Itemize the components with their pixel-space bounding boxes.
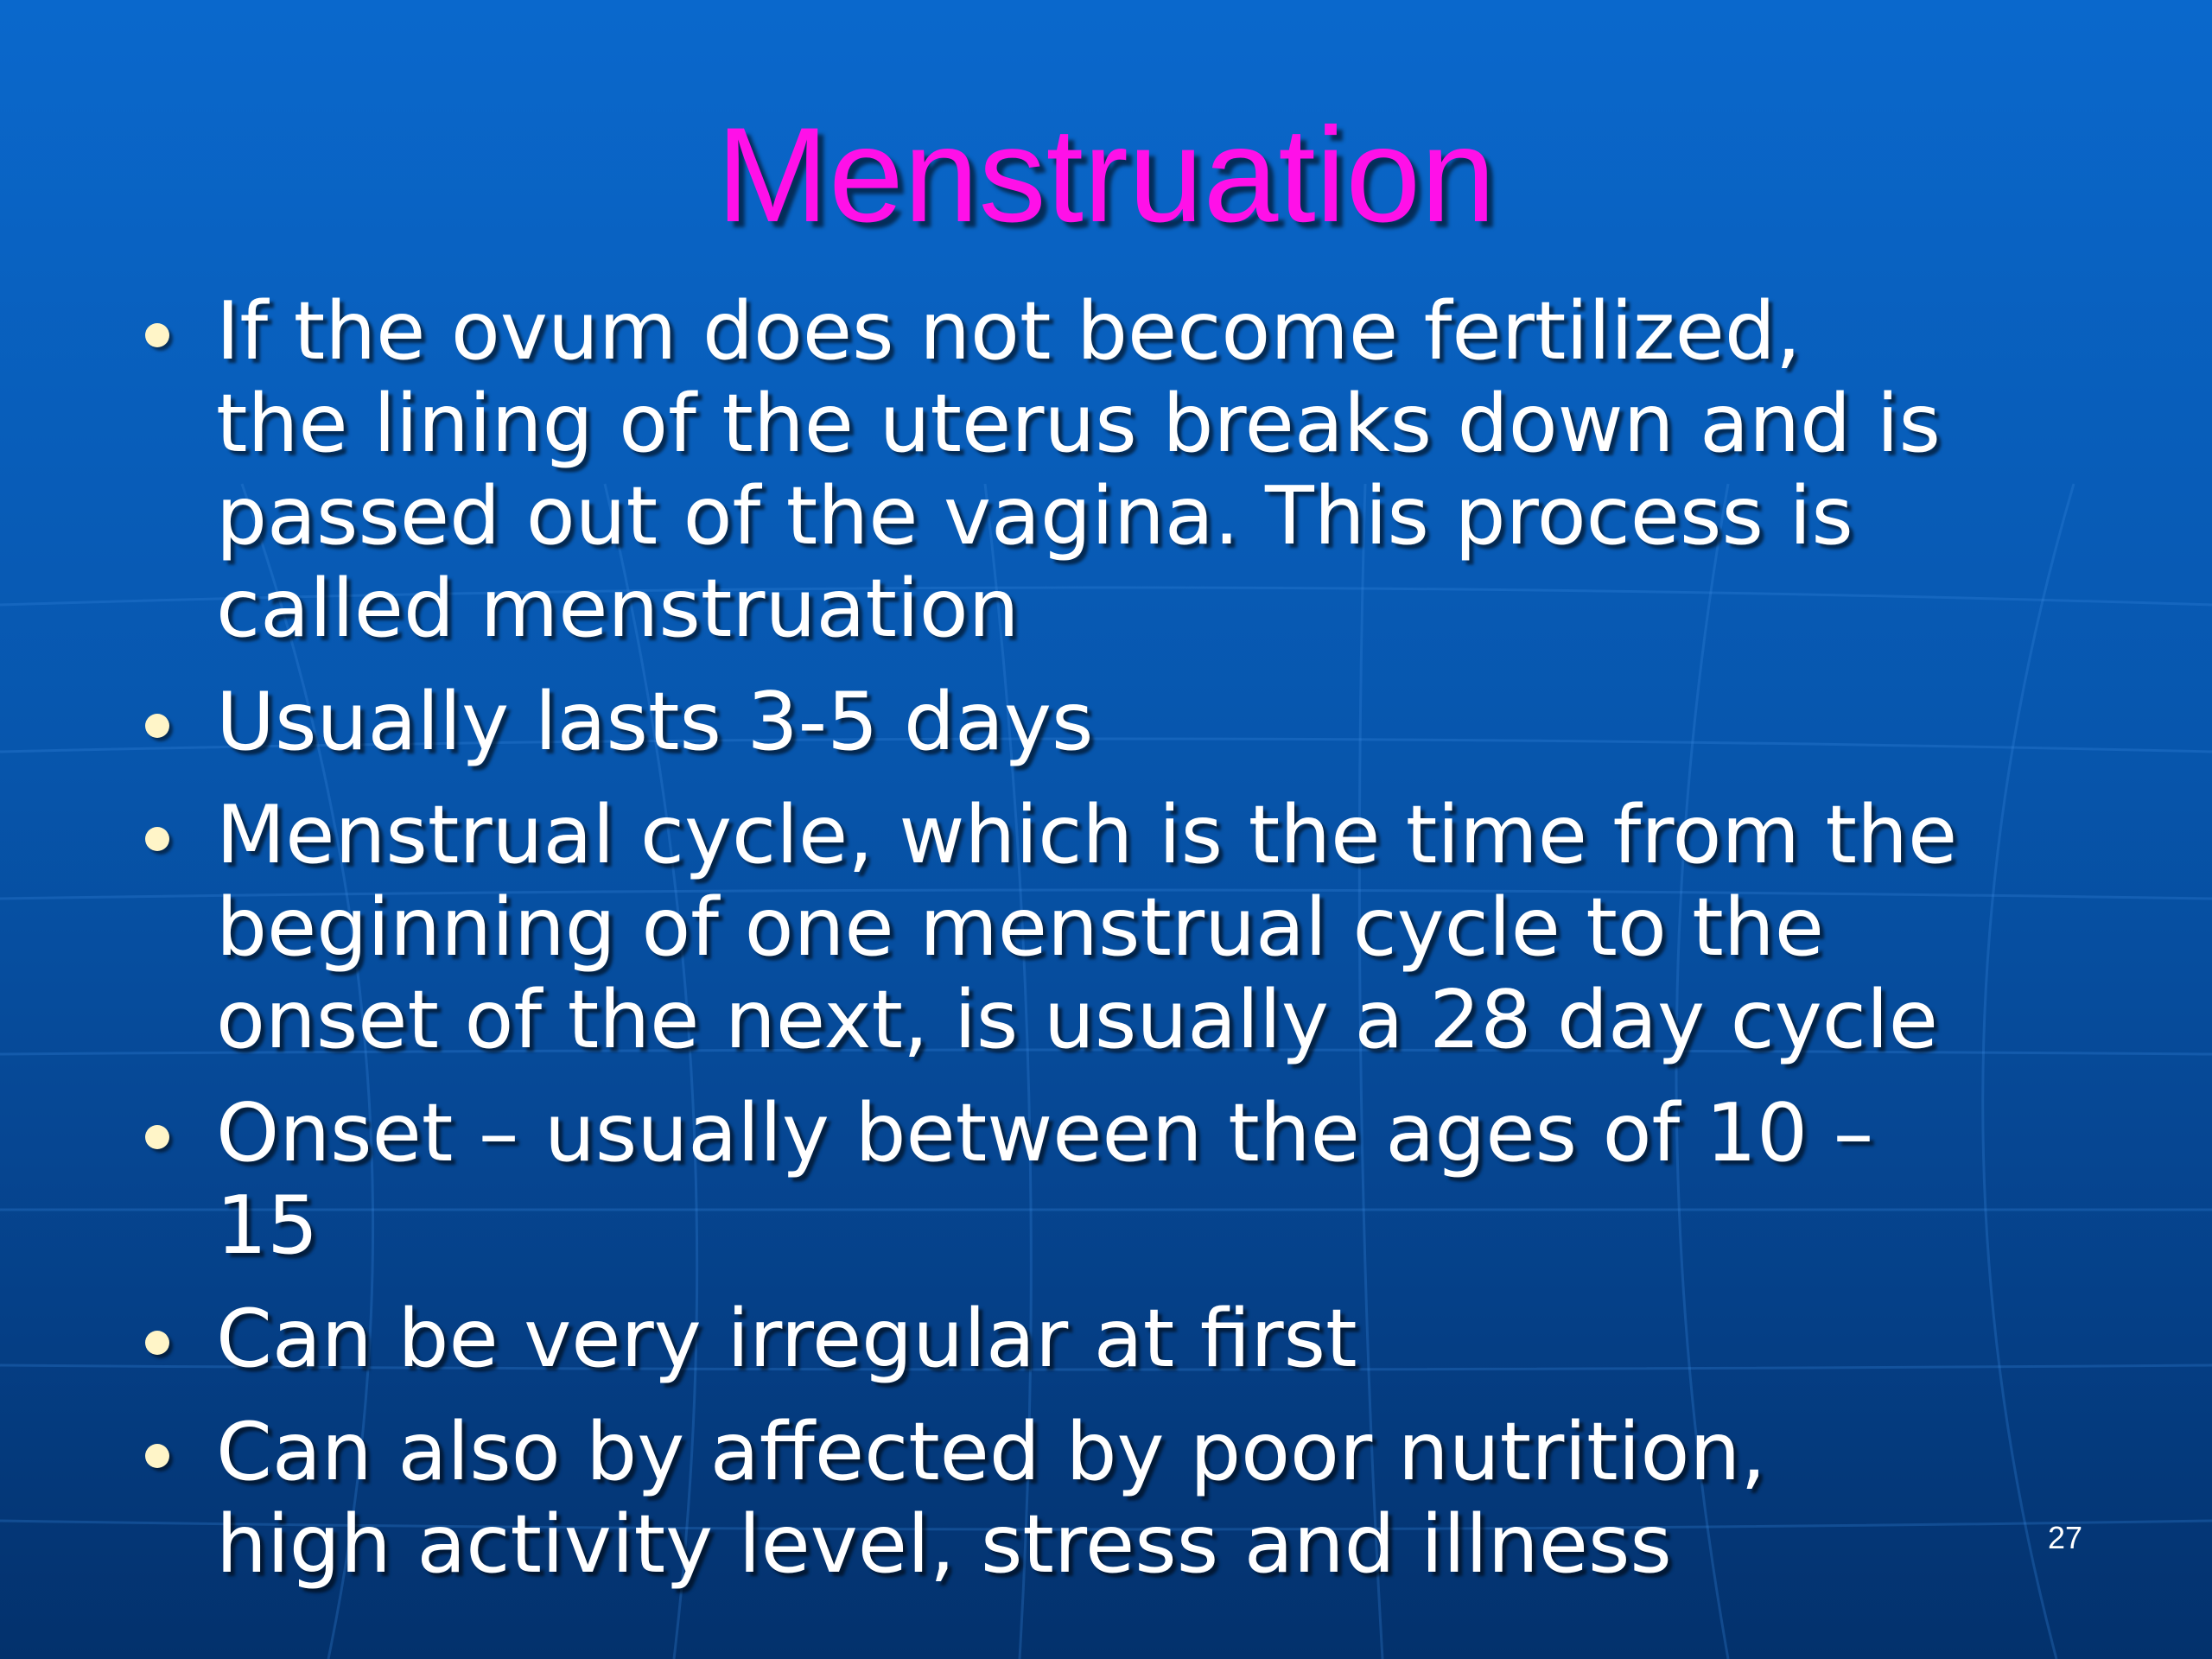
bullet-text: Can also by affected by poor nutrition, high activity level, stress and illness <box>216 1405 1766 1591</box>
bullet-dot-icon <box>145 1444 169 1468</box>
bullet-item <box>216 676 2117 768</box>
bullet-text: Menstrual cycle, which is the time from the beginning of one menstrual cycle to the onset of the next, is usually a 28 day cycle <box>216 788 1958 1066</box>
bullet-text: Usually lasts 3-5 days <box>216 675 1094 768</box>
bullet-item <box>216 285 2117 655</box>
bullet-item <box>216 789 2117 1066</box>
bullet-dot-icon <box>145 714 169 738</box>
bullet-item <box>216 1293 2117 1385</box>
bullet-item <box>216 1087 2117 1272</box>
slide-title: Menstruation <box>716 100 1496 251</box>
bullet-text: Onset – usually between the ages of 10 – 15 <box>216 1086 1874 1272</box>
bullet-text: Can be very irregular at first <box>216 1292 1357 1385</box>
slide-number: 27 <box>2047 1520 2083 1555</box>
bullet-text: If the ovum does not become fertilized, the lining of the uterus breaks down and is passed out of the vagina. This process is called menstruation <box>216 284 1942 655</box>
bullet-list <box>216 285 2117 1611</box>
bullet-dot-icon <box>145 1331 169 1355</box>
bullet-dot-icon <box>145 827 169 851</box>
bullet-item <box>216 1406 2117 1591</box>
bullet-dot-icon <box>145 323 169 347</box>
bullet-dot-icon <box>145 1125 169 1149</box>
